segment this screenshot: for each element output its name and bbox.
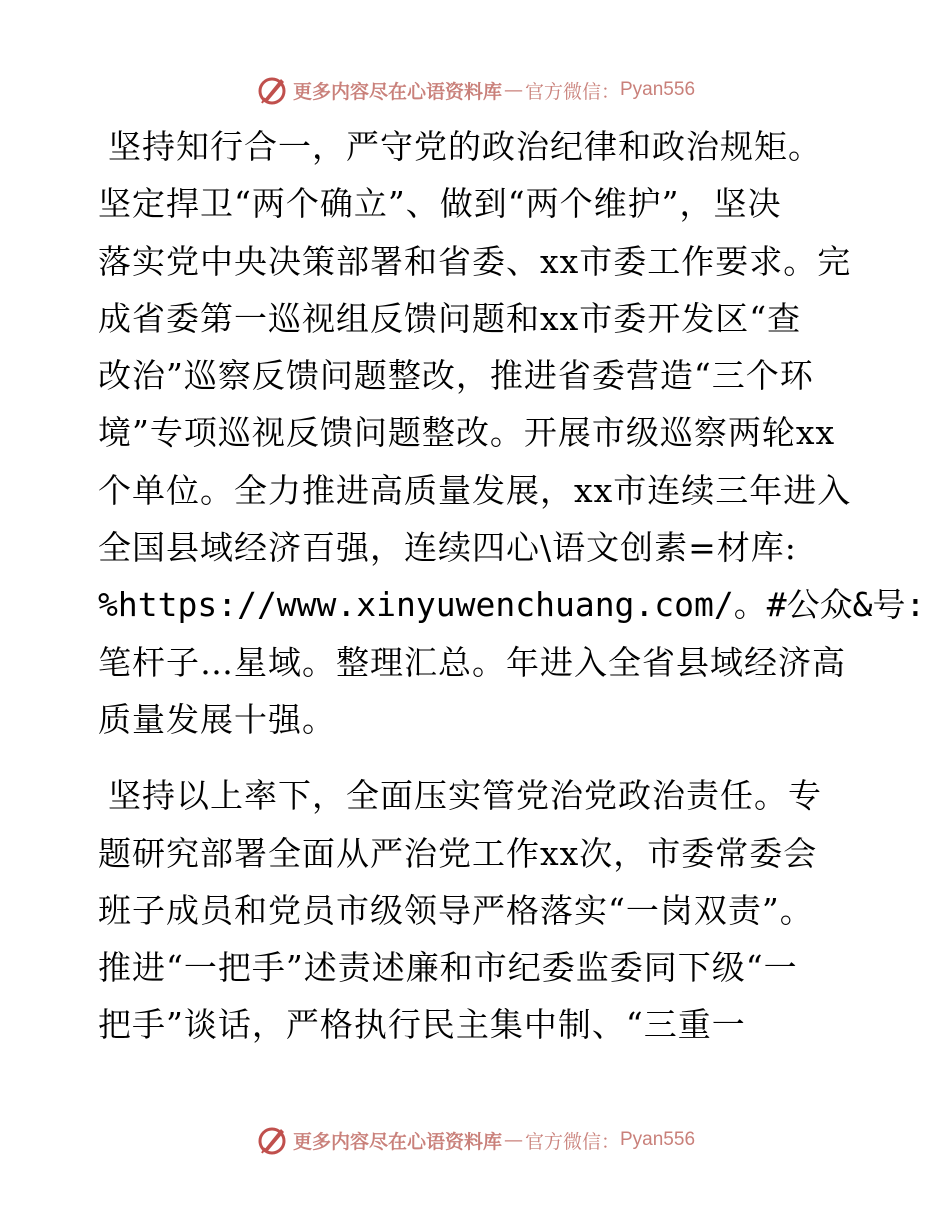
text-line: 境”专项巡视反馈问题整改。开展市级巡察两轮xx (98, 413, 836, 453)
text-line: 成省委第一巡视组反馈问题和xx市委开发区“查 (98, 298, 802, 338)
banner-wechat-id: Pyan556 (620, 1129, 696, 1150)
banner-main-text: 更多内容尽在心语资料库 (292, 80, 502, 103)
banner-main-text: 更多内容尽在心语资料库 (292, 1130, 502, 1153)
document-body (98, 118, 926, 1054)
paragraph-2 (98, 767, 868, 1053)
footer-banner (0, 1120, 950, 1160)
text-line: 把手”谈话，严格执行民主集中制、“三重一 (98, 1005, 746, 1045)
banner-wechat-label: 官方微信： (524, 1130, 620, 1153)
banner-wechat-label: 官方微信： (524, 80, 620, 103)
text-line: 班子成员和党员市级领导严格落实“一岗双责”。 (98, 890, 814, 930)
text-line: 落实党中央决策部署和省委、xx市委工作要求。完 (98, 241, 852, 281)
text-line: 坚定捍卫“两个确立”、做到“两个维护”，坚决 (98, 184, 782, 224)
text-line: 坚持知行合一，严守党的政治纪律和政治规矩。 (108, 127, 822, 166)
text-line: 个单位。全力推进高质量发展，xx市连续三年进入 (98, 470, 852, 510)
text-line: 坚持以上率下，全面压实管党治党政治责任。专 (108, 776, 822, 816)
banner-wechat-id: Pyan556 (620, 79, 696, 100)
paragraph-1 (98, 118, 926, 748)
text-line: 推进“一把手”述责述廉和市纪委监委同下级“一 (98, 948, 798, 988)
quill-logo-icon (255, 73, 289, 107)
banner-separator: — (503, 79, 523, 101)
banner-separator: — (503, 1129, 523, 1151)
text-line: 全国县域经济百强，连续四心\语文创素=材库: (98, 528, 797, 568)
text-line: 题研究部署全面从严治党工作xx次，市委常委会 (98, 833, 818, 873)
header-banner (0, 70, 950, 110)
text-line-url: %https://www.xinyuwenchuang.com/。#公众&号: (98, 585, 926, 625)
text-line: 改治”巡察反馈问题整改，推进省委营造“三个环 (98, 356, 814, 396)
quill-logo-icon (255, 1123, 289, 1157)
text-line: 质量发展十强。 (98, 699, 336, 739)
text-line: 笔杆子…星域。整理汇总。年进入全省县域经济高 (98, 642, 846, 682)
